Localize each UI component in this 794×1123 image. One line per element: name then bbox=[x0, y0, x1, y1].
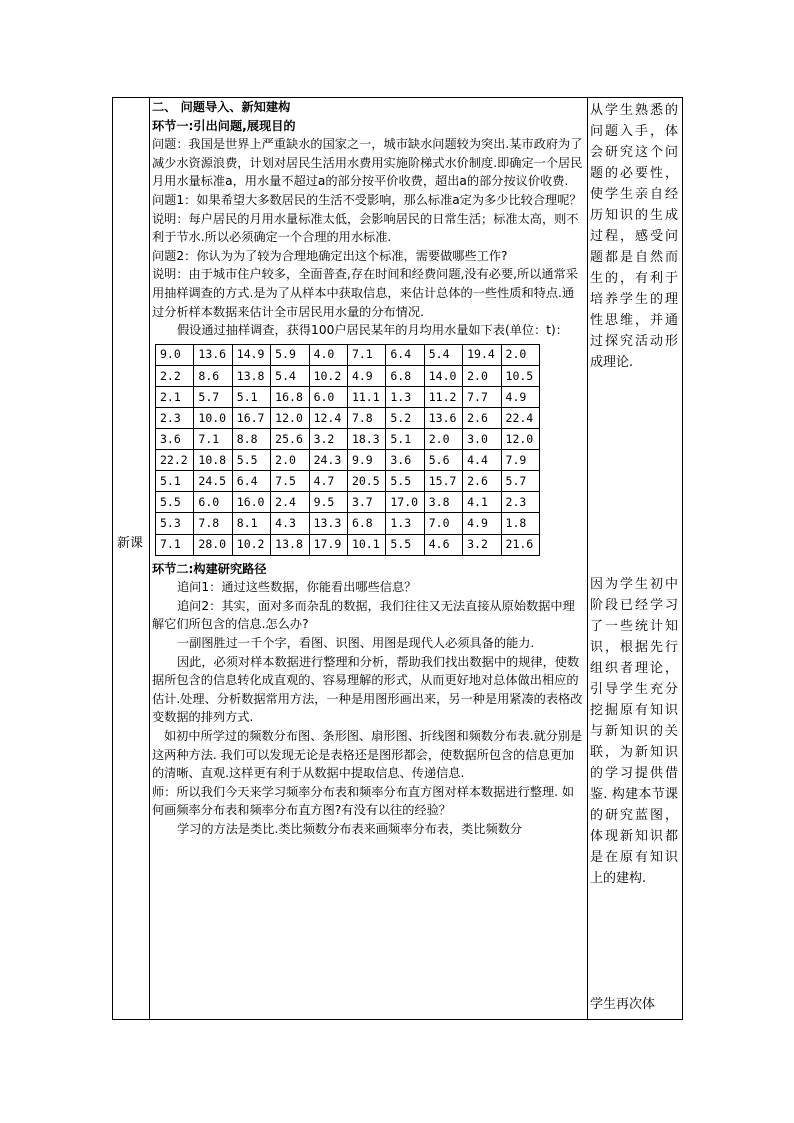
table-intro: 假设通过抽样调查，获得100户居民某年的月均用水量如下表(单位：t)： bbox=[177, 323, 568, 338]
table-cell: 6.8 bbox=[347, 513, 385, 534]
table-cell: 5.5 bbox=[232, 450, 270, 471]
table-cell: 4.9 bbox=[463, 513, 501, 534]
table-cell: 15.7 bbox=[424, 471, 462, 492]
table-cell: 16.8 bbox=[271, 386, 309, 407]
table-cell: 5.6 bbox=[424, 450, 462, 471]
followup-question-2: 追问2：其实，面对多而杂乱的数据，我们往往又无法直接从原始数据中理解它们所包含的信息.怎么办? bbox=[152, 598, 575, 632]
table-row bbox=[156, 408, 540, 429]
table-cell: 9.0 bbox=[156, 344, 194, 365]
link1-title: 环节一:引出问题,展现目的 bbox=[152, 118, 296, 133]
design-note-2: 因为学生初中阶段已经学习了一些统计知识，根据先行组织者理论，引导学生充分挖掘原有知识与新知识的关联，为新知识的学习提供借鉴. 构建本节课的研究蓝图，体现新知识都是在原有知识上的建构. bbox=[590, 577, 678, 886]
table-cell: 28.0 bbox=[194, 534, 232, 555]
table-cell: 10.2 bbox=[232, 534, 270, 555]
column-divider-left bbox=[149, 97, 150, 1019]
table-cell: 13.8 bbox=[271, 534, 309, 555]
table-cell: 10.0 bbox=[194, 408, 232, 429]
table-cell: 5.4 bbox=[271, 365, 309, 386]
table-row bbox=[156, 513, 540, 534]
paragraph: 如初中所学过的频数分布图、条形图、扇形图、折线图和频数分布表.就分别是这两种方法. 我们可以发现无论是表格还是图形都会，使数据所包含的信息更加的清晰、直观.这样更有利于从数据中提取信息、传递信息. bbox=[152, 729, 583, 781]
table-cell: 13.8 bbox=[232, 365, 270, 386]
table-cell: 2.1 bbox=[156, 386, 194, 407]
paragraph: 说明：每户居民的月用水量标准太低，会影响居民的日常生活；标准太高，则不利于节水.所以必须确定一个合理的用水标准. bbox=[152, 211, 579, 245]
table-cell: 2.3 bbox=[501, 492, 539, 513]
table-cell: 14.0 bbox=[424, 365, 462, 386]
table-cell: 1.3 bbox=[386, 386, 424, 407]
table-cell: 1.8 bbox=[501, 513, 539, 534]
design-note-3: 学生再次体 bbox=[590, 997, 656, 1012]
table-cell: 16.0 bbox=[232, 492, 270, 513]
table-cell: 12.0 bbox=[271, 408, 309, 429]
table-cell: 18.3 bbox=[347, 429, 385, 450]
table-cell: 4.1 bbox=[463, 492, 501, 513]
table-cell: 24.3 bbox=[309, 450, 347, 471]
table-cell: 7.8 bbox=[347, 408, 385, 429]
table-cell: 7.0 bbox=[424, 513, 462, 534]
water-usage-table bbox=[155, 344, 540, 556]
table-cell: 6.0 bbox=[309, 386, 347, 407]
column-divider-right bbox=[587, 97, 588, 1019]
table-cell: 5.2 bbox=[386, 408, 424, 429]
table-cell: 4.0 bbox=[309, 344, 347, 365]
table-cell: 10.2 bbox=[309, 365, 347, 386]
table-row bbox=[156, 429, 540, 450]
table-cell: 2.0 bbox=[501, 344, 539, 365]
paragraph: 问题2：你认为为了较为合理地确定出这个标准，需要做哪些工作? bbox=[152, 248, 508, 263]
table-row bbox=[156, 534, 540, 555]
table-cell: 13.6 bbox=[194, 344, 232, 365]
paragraph: 因此，必须对样本数据进行整理和分析，帮助我们找出数据中的规律，使数据所包含的信息转化成直观的、容易理解的形式，从而更好地对总体做出相应的估计.处理、分析数据常用方法，一种是用图形画出来，另一种是用紧凑的表格改变数据的排列方式. bbox=[152, 654, 583, 725]
table-cell: 3.2 bbox=[309, 429, 347, 450]
table-cell: 2.6 bbox=[463, 408, 501, 429]
main-content bbox=[152, 98, 584, 1018]
table-cell: 6.8 bbox=[386, 365, 424, 386]
table-cell: 3.7 bbox=[347, 492, 385, 513]
table-cell: 2.0 bbox=[463, 365, 501, 386]
table-cell: 5.5 bbox=[386, 534, 424, 555]
table-cell: 2.4 bbox=[271, 492, 309, 513]
table-cell: 10.8 bbox=[194, 450, 232, 471]
table-cell: 20.5 bbox=[347, 471, 385, 492]
table-cell: 4.7 bbox=[309, 471, 347, 492]
table-cell: 11.1 bbox=[347, 386, 385, 407]
table-cell: 17.0 bbox=[386, 492, 424, 513]
followup-question-1: 追问1：通过这些数据，你能看出哪些信息？ bbox=[177, 580, 417, 595]
table-cell: 4.9 bbox=[347, 365, 385, 386]
table-row bbox=[156, 365, 540, 386]
table-cell: 10.1 bbox=[347, 534, 385, 555]
table-cell: 3.2 bbox=[463, 534, 501, 555]
table-cell: 8.8 bbox=[232, 429, 270, 450]
table-cell: 5.1 bbox=[232, 386, 270, 407]
table-cell: 17.9 bbox=[309, 534, 347, 555]
paragraph: 问题：我国是世界上严重缺水的国家之一，城市缺水问题较为突出.某市政府为了减少水资源浪费，计划对居民生活用水费用实施阶梯式水价制度.即确定一个居民月用水量标准a，用水量不超过a的部分按平价收费，超出a的部分按议价收费. bbox=[152, 137, 583, 189]
table-cell: 8.6 bbox=[194, 365, 232, 386]
table-row bbox=[156, 492, 540, 513]
table-cell: 21.6 bbox=[501, 534, 539, 555]
table-cell: 2.2 bbox=[156, 365, 194, 386]
table-cell: 2.0 bbox=[271, 450, 309, 471]
table-cell: 12.4 bbox=[309, 408, 347, 429]
table-cell: 3.8 bbox=[424, 492, 462, 513]
table-cell: 13.6 bbox=[424, 408, 462, 429]
table-cell: 12.0 bbox=[501, 429, 539, 450]
table-row bbox=[156, 386, 540, 407]
table-cell: 8.1 bbox=[232, 513, 270, 534]
table-cell: 5.9 bbox=[271, 344, 309, 365]
table-cell: 7.1 bbox=[347, 344, 385, 365]
table-cell: 16.7 bbox=[232, 408, 270, 429]
table-cell: 7.7 bbox=[463, 386, 501, 407]
table-cell: 11.2 bbox=[424, 386, 462, 407]
table-row bbox=[156, 450, 540, 471]
table-cell: 2.6 bbox=[463, 471, 501, 492]
table-cell: 22.4 bbox=[501, 408, 539, 429]
paragraph: 师：所以我们今天来学习频率分布表和频率分布直方图对样本数据进行整理. 如何画频率分布表和频率分布直方图?有没有以往的经验？ bbox=[152, 784, 575, 818]
table-cell: 5.7 bbox=[194, 386, 232, 407]
table-cell: 5.1 bbox=[156, 471, 194, 492]
table-cell: 10.5 bbox=[501, 365, 539, 386]
paragraph: 问题1：如果希望大多数居民的生活不受影响，那么标准a定为多少比较合理呢？ bbox=[152, 192, 582, 207]
section-label: 新课 bbox=[116, 536, 143, 551]
table-cell: 1.3 bbox=[386, 513, 424, 534]
section-heading: 二、 问题导入、新知建构 bbox=[152, 100, 291, 114]
table-cell: 5.3 bbox=[156, 513, 194, 534]
table-cell: 5.4 bbox=[424, 344, 462, 365]
paragraph: 学习的方法是类比.类比频数分布表来画频率分布表，类比频数分 bbox=[177, 821, 523, 836]
table-cell: 14.9 bbox=[232, 344, 270, 365]
table-cell: 7.9 bbox=[501, 450, 539, 471]
design-note-1: 从学生熟悉的问题入手，体会研究这个问题的必要性，使学生亲自经历知识的生成过程，感受问题都是自然而生的，有利于培养学生的理性思维，并通过探究活动形成理论. bbox=[590, 103, 678, 370]
table-cell: 25.6 bbox=[271, 429, 309, 450]
table-cell: 6.4 bbox=[386, 344, 424, 365]
table-cell: 13.3 bbox=[309, 513, 347, 534]
table-cell: 2.0 bbox=[424, 429, 462, 450]
paragraph: 一副图胜过一千个字，看图、识图、用图是现代人必须具备的能力. bbox=[177, 636, 535, 651]
table-row bbox=[156, 471, 540, 492]
table-cell: 6.0 bbox=[194, 492, 232, 513]
table-cell: 5.5 bbox=[156, 492, 194, 513]
table-cell: 4.4 bbox=[463, 450, 501, 471]
table-cell: 19.4 bbox=[463, 344, 501, 365]
table-cell: 7.1 bbox=[194, 429, 232, 450]
table-cell: 4.6 bbox=[424, 534, 462, 555]
table-cell: 7.8 bbox=[194, 513, 232, 534]
table-cell: 9.9 bbox=[347, 450, 385, 471]
table-cell: 2.3 bbox=[156, 408, 194, 429]
table-cell: 5.5 bbox=[386, 471, 424, 492]
table-cell: 24.5 bbox=[194, 471, 232, 492]
table-cell: 22.2 bbox=[156, 450, 194, 471]
link2-title: 环节二:构建研究路径 bbox=[152, 561, 267, 576]
paragraph: 说明：由于城市住户较多，全面普查,存在时间和经费问题,没有必要,所以通常采用抽样调查的方式.是为了从样本中获取信息，来估计总体的一些性质和特点.通过分析样本数据来估计全市居民用水量的分布情况. bbox=[152, 267, 578, 319]
table-cell: 4.9 bbox=[501, 386, 539, 407]
table-cell: 5.7 bbox=[501, 471, 539, 492]
table-cell: 3.6 bbox=[386, 450, 424, 471]
table-cell: 5.1 bbox=[386, 429, 424, 450]
table-cell: 6.4 bbox=[232, 471, 270, 492]
table-cell: 3.0 bbox=[463, 429, 501, 450]
table-cell: 7.5 bbox=[271, 471, 309, 492]
table-cell: 3.6 bbox=[156, 429, 194, 450]
table-cell: 9.5 bbox=[309, 492, 347, 513]
table-cell: 7.1 bbox=[156, 534, 194, 555]
table-cell: 4.3 bbox=[271, 513, 309, 534]
table-row bbox=[156, 344, 540, 365]
